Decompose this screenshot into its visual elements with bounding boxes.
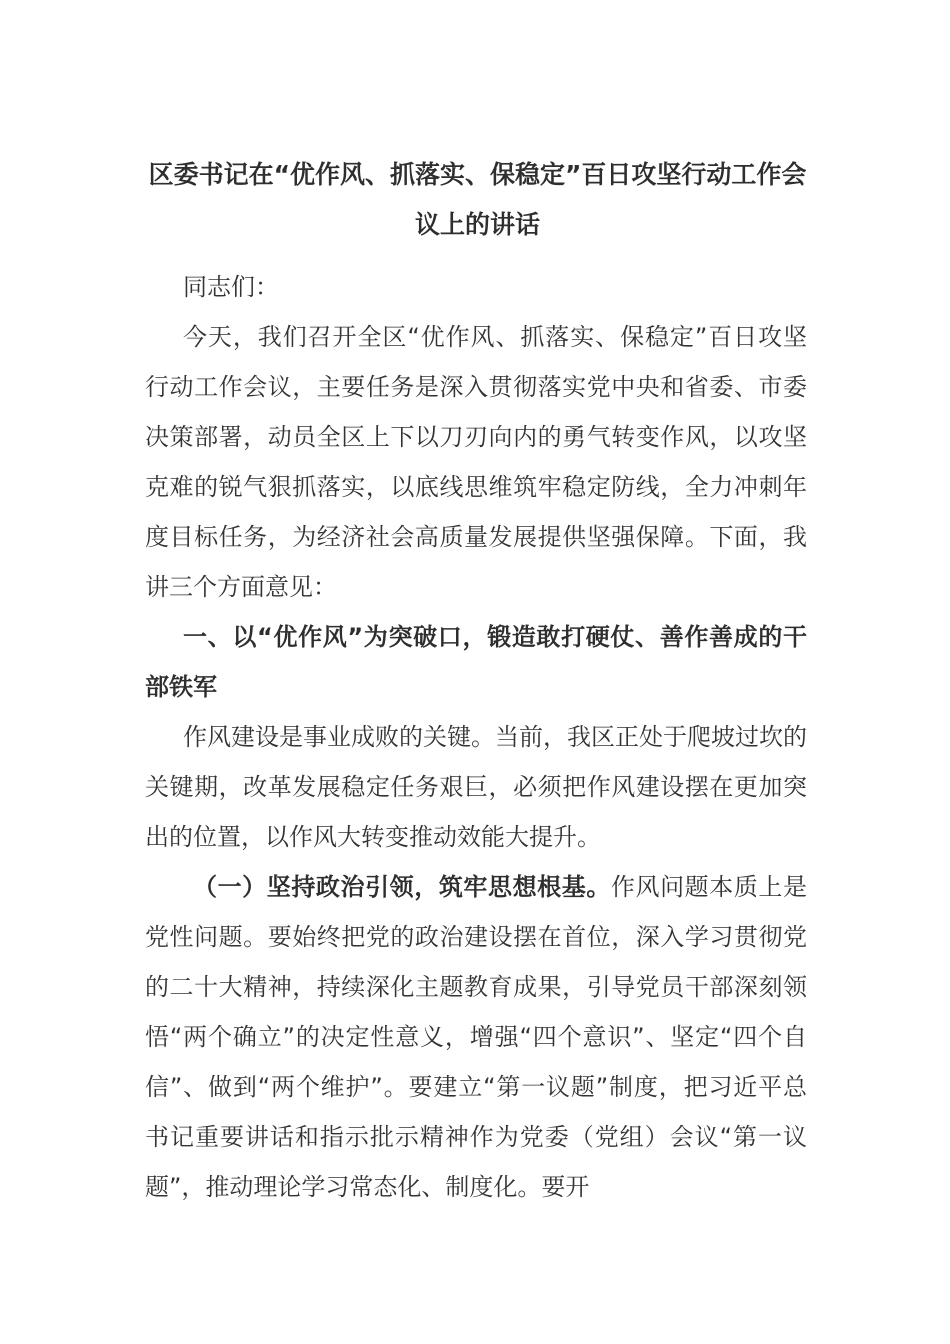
subsection-1-lead: （一）坚持政治引领，筑牢思想根基。	[193, 873, 611, 901]
subsection-1-body: 作风问题本质上是党性问题。要始终把党的政治建设摆在首位，深入学习贯彻党的二十大精神，持续深化主题教育成果，引导党员干部深刻领悟“两个确立”的决定性意义，增强“四个意识”、坚定“四个自信”、做到“两个维护”。要建立“第一议题”制度，把习近平总书记重要讲话和指示批示精神作为党委（党组）会议“第一议题”，推动理论学习常态化、制度化。要开	[145, 873, 808, 1201]
subsection-1-paragraph	[145, 862, 807, 1212]
section-heading-1: 一、以“优作风”为突破口，锻造敢打硬仗、善作善成的干部铁军	[145, 623, 807, 701]
section-1-paragraph: 作风建设是事业成败的关键。当前，我区正处于爬坡过坎的关键期，改革发展稳定任务艰巨，必须把作风建设摆在更加突出的位置，以作风大转变推动效能大提升。	[145, 723, 807, 851]
document-body	[145, 262, 807, 1212]
salutation: 同志们：	[183, 273, 279, 301]
intro-paragraph: 今天，我们召开全区“优作风、抓落实、保稳定”百日攻坚行动工作会议，主要任务是深入贯彻落实党中央和省委、市委决策部署，动员全区上下以刀刃向内的勇气转变作风，以攻坚克难的锐气狠抓落实，以底线思维筑牢稳定防线，全力冲刺年度目标任务，为经济社会高质量发展提供坚强保障。下面，我讲三个方面意见：	[145, 323, 807, 601]
document-title: 区委书记在“优作风、抓落实、保稳定”百日攻坚行动工作会议上的讲话	[148, 160, 807, 239]
